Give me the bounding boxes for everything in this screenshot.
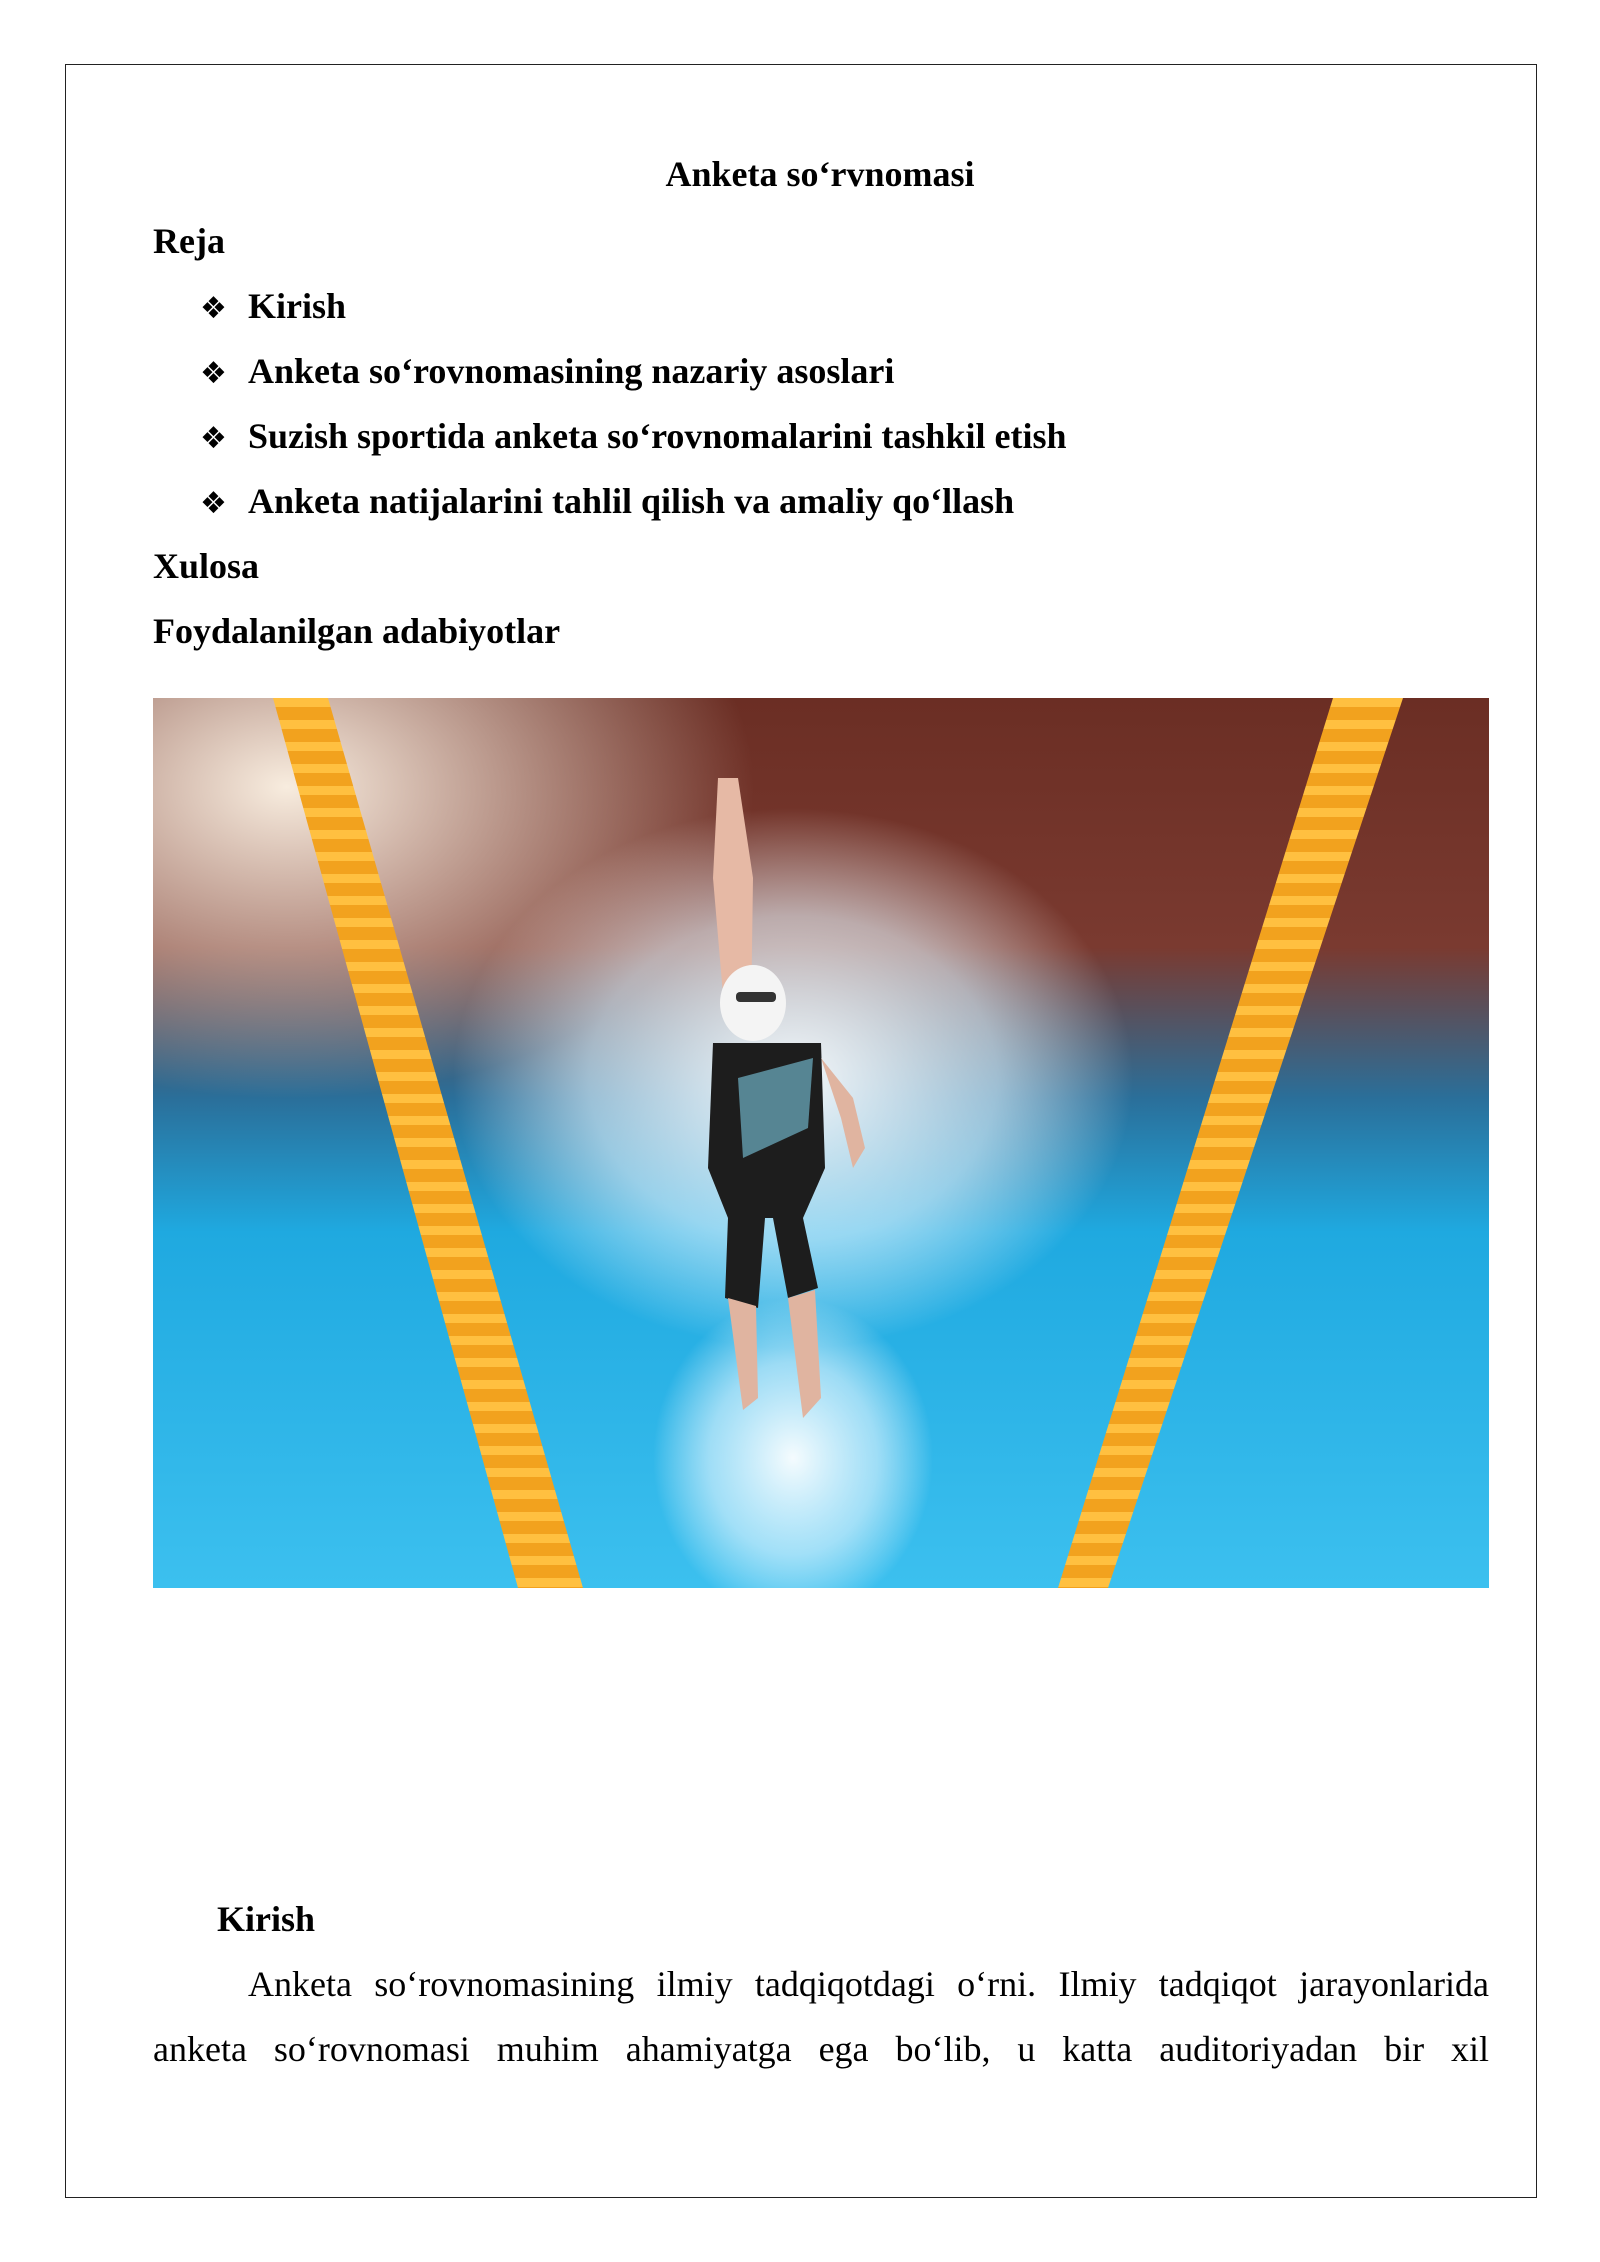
plan-item-label: Suzish sportida anketa so‘rovnomalarini tashkil etish xyxy=(248,416,1067,456)
paragraph-line: anketa so‘rovnomasi muhim ahamiyatga ega bo‘lib, u katta auditoriyadan bir xil xyxy=(153,2029,1489,2069)
conclusion-heading: Xulosa xyxy=(153,546,260,586)
plan-item-label: Anketa natijalarini tahlil qilish va amaliy qo‘llash xyxy=(248,481,1015,521)
bullet-icon: ❖ xyxy=(200,356,227,391)
plan-item xyxy=(200,412,1066,463)
swimmer-photo xyxy=(153,698,1489,1588)
plan-item xyxy=(200,477,1014,528)
bullet-icon: ❖ xyxy=(200,486,227,521)
plan-item xyxy=(200,347,894,398)
section-heading-kirish: Kirish xyxy=(217,1899,316,1939)
plan-heading: Reja xyxy=(153,221,225,261)
plan-item-label: Kirish xyxy=(248,286,347,326)
paragraph-line: Anketa so‘rovnomasining ilmiy tadqiqotdagi o‘rni. Ilmiy tadqiqot jarayonlarida xyxy=(248,1964,1489,2004)
bullet-icon: ❖ xyxy=(200,291,227,326)
plan-item xyxy=(200,282,346,333)
references-heading: Foydalanilgan adabiyotlar xyxy=(153,611,561,651)
plan-item-label: Anketa so‘rovnomasining nazariy asoslari xyxy=(248,351,895,391)
document-title: Anketa so‘rvnomasi xyxy=(665,154,975,194)
bullet-icon: ❖ xyxy=(200,421,227,456)
